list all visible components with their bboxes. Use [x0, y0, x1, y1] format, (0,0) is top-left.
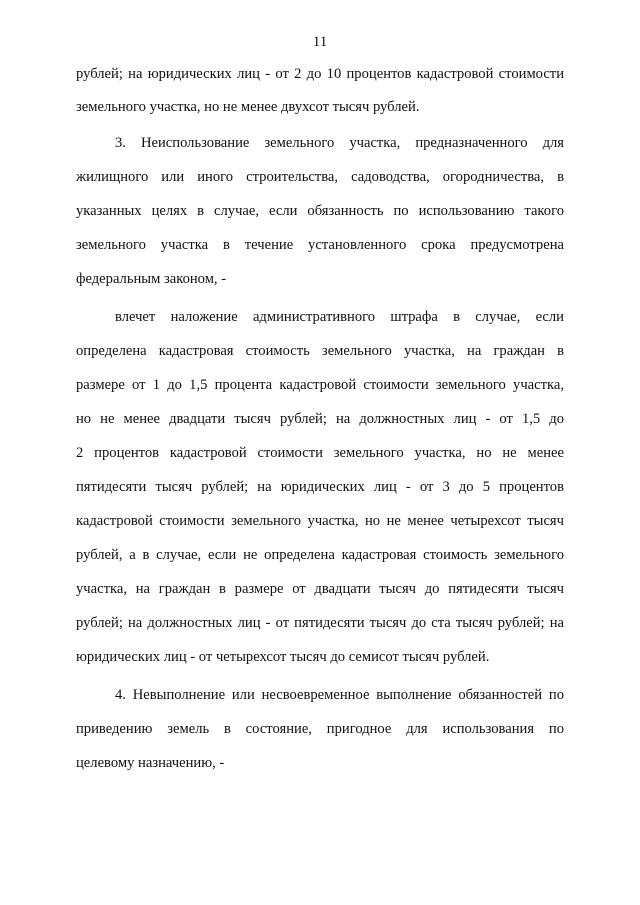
paragraph-4-first-line: 4. Невыполнение или несвоевременное выполнение обязанностей по	[115, 687, 564, 703]
text-line: приведению земель в состояние, пригодное для использования по	[76, 721, 564, 737]
text-line: но не менее двадцати тысяч рублей; на должностных лиц - от 1,5 до	[76, 411, 564, 427]
text-line: федеральным законом, -	[76, 271, 227, 287]
penalty-paragraph-first-line: влечет наложение административного штрафа в случае, если	[115, 309, 564, 325]
text-line: указанных целях в случае, если обязанность по использованию такого	[76, 203, 564, 219]
text-line: юридических лиц - от четырехсот тысяч до семисот тысяч рублей.	[76, 649, 490, 665]
text-line: рублей; на должностных лиц - от пятидесяти тысяч до ста тысяч рублей; на	[76, 615, 564, 631]
text-line: целевому назначению, -	[76, 755, 225, 771]
text-line: рублей; на юридических лиц - от 2 до 10 процентов кадастровой стоимости	[76, 66, 564, 82]
text-line: определена кадастровая стоимость земельного участка, на граждан в	[76, 343, 564, 359]
text-line: пятидесяти тысяч рублей; на юридических лиц - от 3 до 5 процентов	[76, 479, 564, 495]
paragraph-3-first-line: 3. Неиспользование земельного участка, предназначенного для	[115, 135, 564, 151]
text-line: 2 процентов кадастровой стоимости земельного участка, но не менее	[76, 445, 564, 461]
text-line: жилищного или иного строительства, садоводства, огородничества, в	[76, 169, 564, 185]
page-number: 11	[312, 34, 328, 50]
text-line: участка, на граждан в размере от двадцати тысяч до пятидесяти тысяч	[76, 581, 564, 597]
text-line: размере от 1 до 1,5 процента кадастровой стоимости земельного участка,	[76, 377, 564, 393]
text-line: земельного участка в течение установленного срока предусмотрена	[76, 237, 564, 253]
text-line: земельного участка, но не менее двухсот тысяч рублей.	[76, 99, 420, 115]
text-line: кадастровой стоимости земельного участка, но не менее четырехсот тысяч	[76, 513, 564, 529]
text-line: рублей, а в случае, если не определена кадастровая стоимость земельного	[76, 547, 564, 563]
